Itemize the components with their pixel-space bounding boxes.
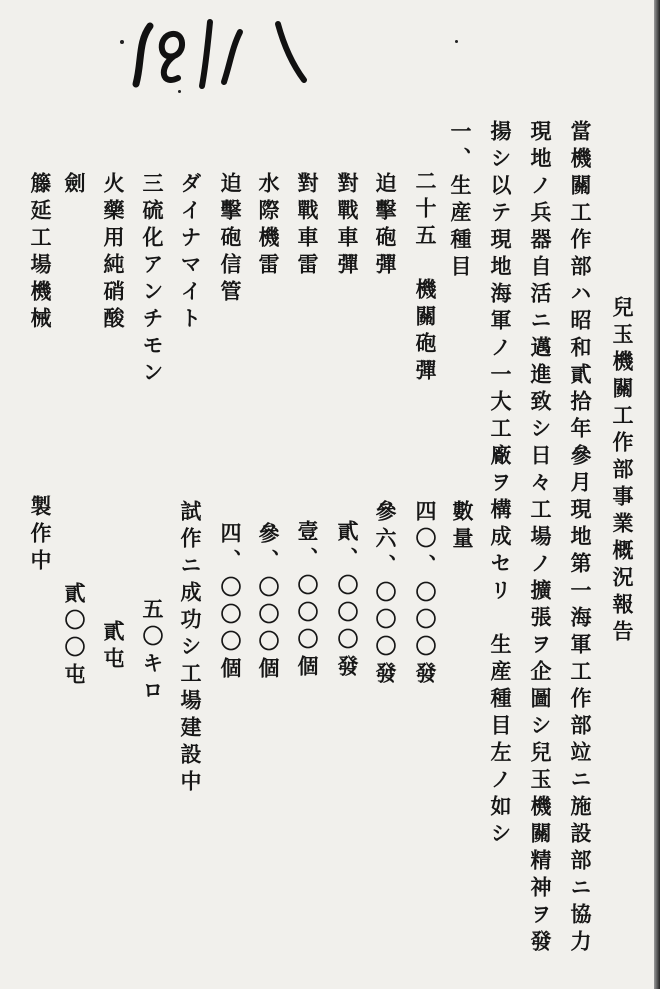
item-name: 迫擊砲彈 bbox=[373, 172, 398, 280]
handwritten-annotation bbox=[128, 12, 318, 92]
item-quantity: 製作中 bbox=[28, 495, 53, 576]
item-name: 三硫化アンチモン bbox=[140, 172, 165, 388]
report-title: 兒玉機關工作部事業概況報告 bbox=[610, 296, 635, 647]
section-heading: 一、生産種目 bbox=[448, 120, 473, 282]
item-name: ダイナマイト bbox=[178, 172, 203, 334]
item-name: 劍 bbox=[62, 172, 87, 199]
item-name: 二十五 機關砲彈 bbox=[413, 170, 438, 386]
body-line-1: 當機關工作部ハ昭和貳拾年參月現地第一海軍工作部竝ニ施設部ニ協力 bbox=[568, 120, 593, 957]
item-quantity: 四、〇〇〇個 bbox=[218, 522, 243, 684]
item-name: 迫擊砲信管 bbox=[218, 172, 243, 307]
item-quantity: 貳屯 bbox=[101, 620, 126, 674]
item-quantity: 參六、〇〇〇發 bbox=[373, 500, 398, 689]
item-name: 水際機雷 bbox=[256, 172, 281, 280]
item-name: 對戰車雷 bbox=[295, 172, 320, 280]
quantity-header: 數量 bbox=[450, 500, 475, 554]
item-quantity: 四〇、〇〇〇發 bbox=[413, 500, 438, 689]
item-quantity: 貳、〇〇〇發 bbox=[335, 520, 360, 682]
item-quantity: 試作ニ成功シ工場建設中 bbox=[178, 500, 203, 797]
body-line-3: 揚シ以テ現地海軍ノ一大工廠ヲ構成セリ 生産種目左ノ如シ bbox=[488, 120, 513, 849]
item-quantity: 壹、〇〇〇個 bbox=[295, 520, 320, 682]
item-quantity: 貳〇〇屯 bbox=[62, 582, 87, 690]
item-quantity: 五〇キロ bbox=[140, 598, 165, 706]
page-edge-shadow bbox=[654, 0, 660, 989]
item-name: 對戰車彈 bbox=[335, 172, 360, 280]
item-quantity: 參、〇〇〇個 bbox=[256, 522, 281, 684]
body-line-2: 現地ノ兵器自活ニ邁進致シ日々工場ノ擴張ヲ企圖シ兒玉機關精神ヲ發 bbox=[528, 120, 553, 957]
item-name: 籐延工場機械 bbox=[28, 172, 53, 334]
item-name: 火藥用純硝酸 bbox=[101, 172, 126, 334]
